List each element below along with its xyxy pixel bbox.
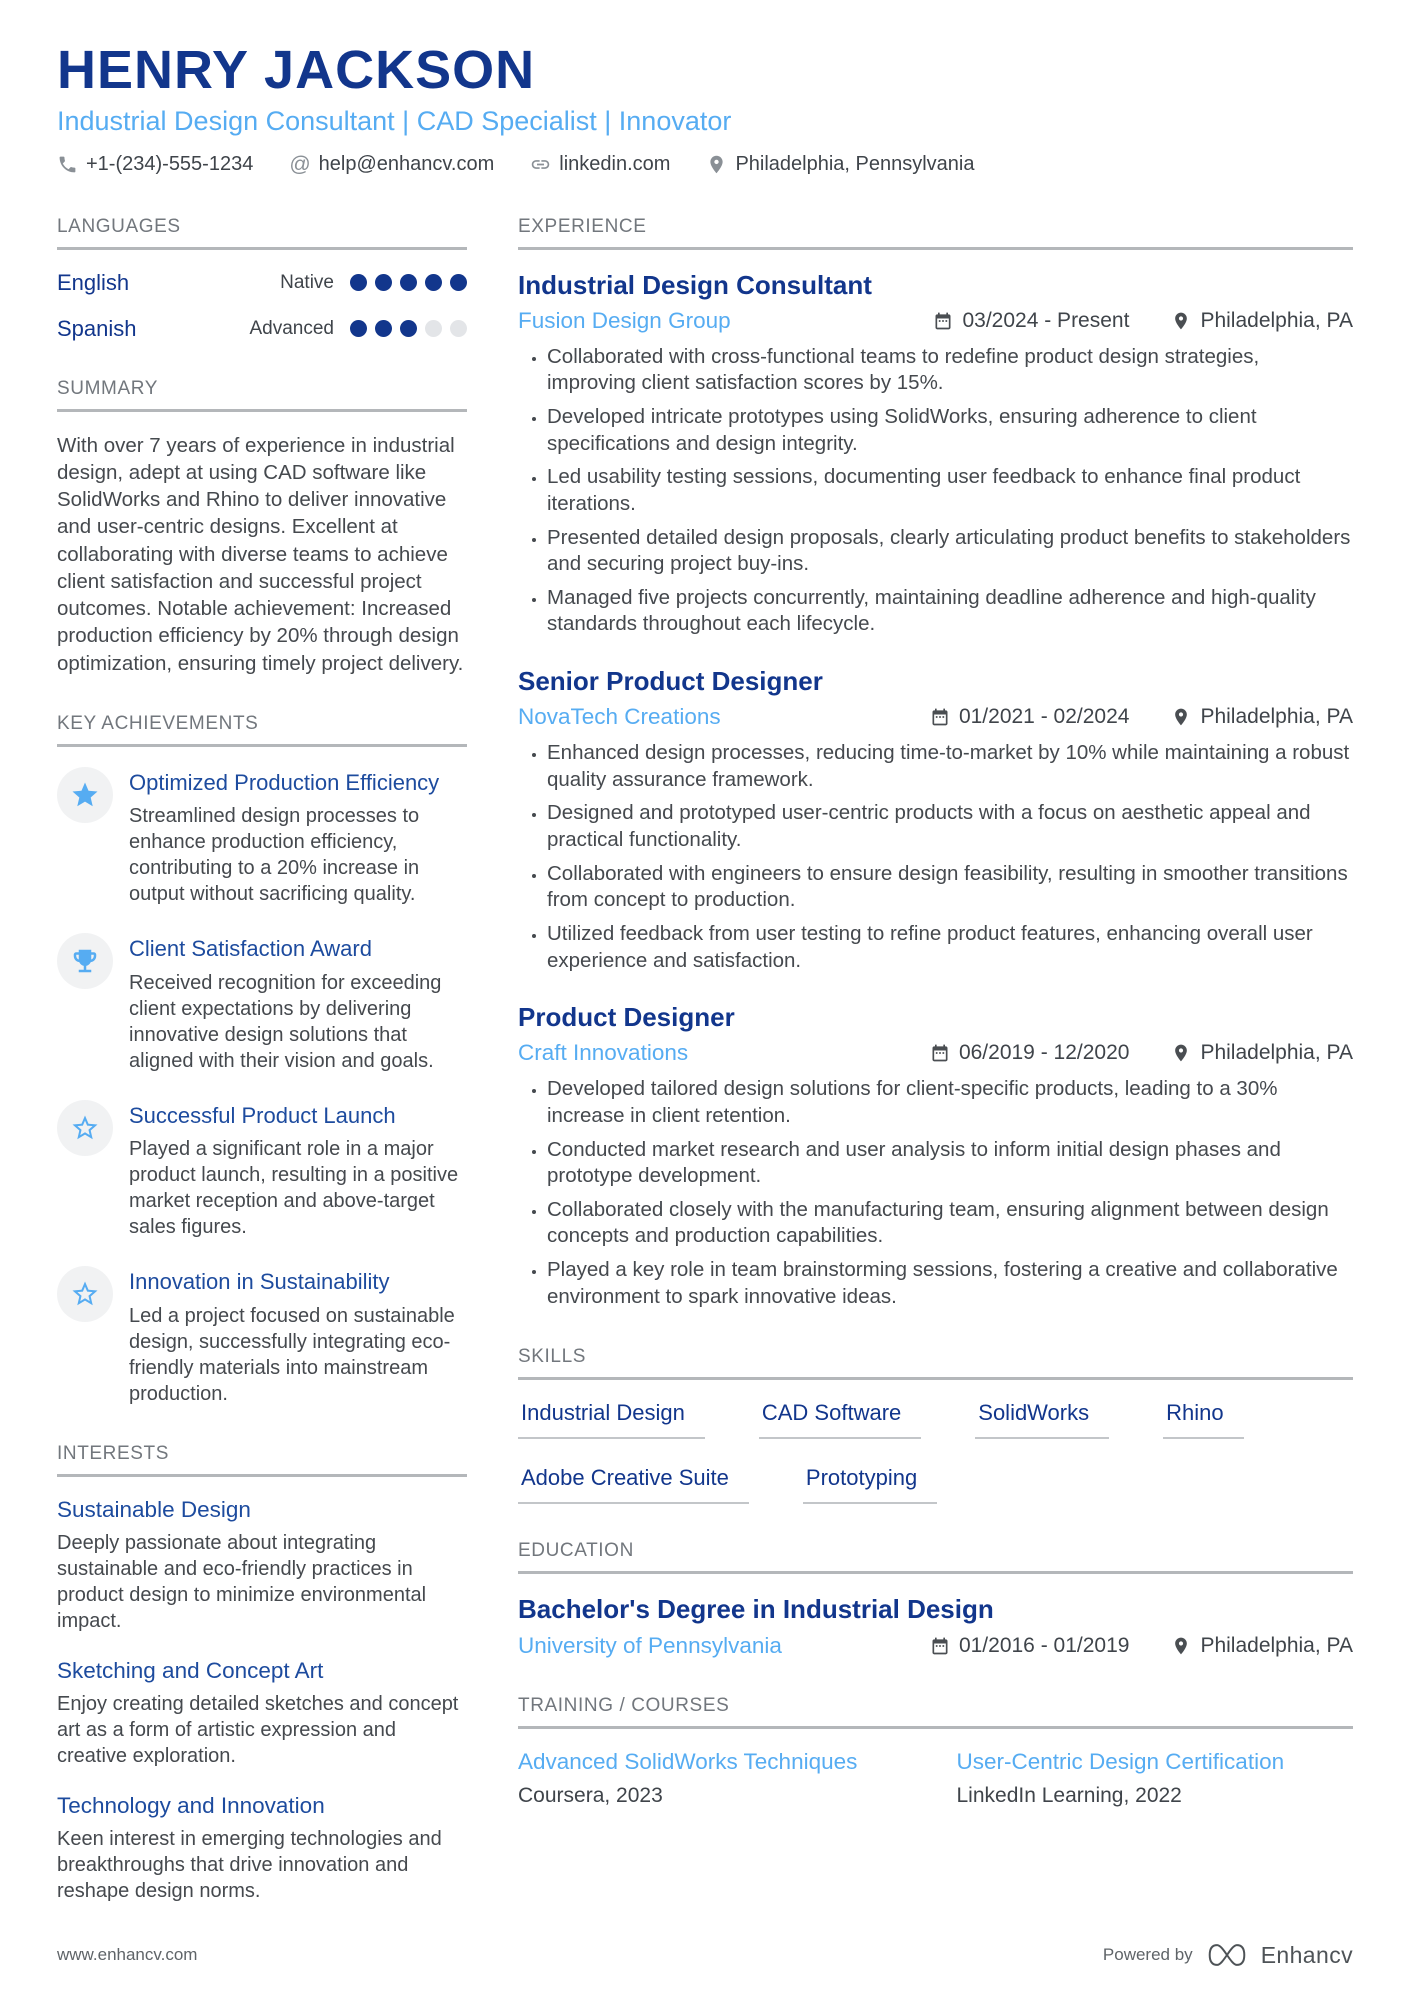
job-dates xyxy=(930,705,1129,729)
contact-email[interactable] xyxy=(289,153,494,176)
location-pin-icon xyxy=(1171,1043,1191,1063)
job-meta-row xyxy=(518,704,1353,730)
job-dates-text: 01/2021 - 02/2024 xyxy=(958,705,1130,729)
achievement-item xyxy=(57,767,467,907)
experience-entry xyxy=(518,270,1353,638)
achievement-item xyxy=(57,1100,467,1240)
languages-section xyxy=(57,216,467,342)
level-dot xyxy=(450,320,467,337)
job-location xyxy=(1171,705,1353,729)
job-company: Craft Innovations xyxy=(518,1040,689,1066)
calendar-icon xyxy=(930,707,950,727)
skill-item: Industrial Design xyxy=(518,1400,705,1439)
right-column xyxy=(518,216,1353,1940)
course-item xyxy=(957,1749,1354,1808)
powered-by-label: Powered by xyxy=(1102,1945,1193,1964)
skills-heading: SKILLS xyxy=(518,1346,1353,1380)
job-company: Fusion Design Group xyxy=(518,307,731,333)
education-location-text: Philadelphia, PA xyxy=(1200,1634,1353,1658)
experience-section xyxy=(518,216,1353,1311)
experience-heading: EXPERIENCE xyxy=(518,216,1353,250)
degree-title: Bachelor's Degree in Industrial Design xyxy=(518,1594,994,1625)
enhancv-wordmark: Enhancv xyxy=(1260,1941,1353,1968)
achievement-text: Received recognition for exceeding client expectations by delivering innovative design solutions that aligned with their vision and goals. xyxy=(129,971,442,1072)
level-dot xyxy=(375,274,392,291)
job-bullets xyxy=(518,344,1353,638)
star-outline-icon xyxy=(70,1279,100,1309)
location-pin-icon xyxy=(1171,707,1191,727)
contact-link[interactable] xyxy=(530,153,670,176)
job-bullet: • Managed five projects concurrently, maintaining deadline adherence and high-quality standards throughout each lifecycle. xyxy=(547,585,1353,638)
job-location xyxy=(1171,1041,1353,1065)
level-dot xyxy=(400,274,417,291)
language-level: Advanced xyxy=(249,317,334,339)
education-heading: EDUCATION xyxy=(518,1540,1353,1574)
level-dot xyxy=(425,320,442,337)
contact-location-text: Philadelphia, Pennsylvania xyxy=(735,152,975,175)
job-bullets xyxy=(518,740,1353,974)
interests-section xyxy=(57,1443,467,1904)
skill-item: CAD Software xyxy=(759,1400,921,1439)
link-icon xyxy=(530,154,551,175)
achievement-text: Led a project focused on sustainable design, successfully integrating eco-friendly materials into mainstream production. xyxy=(129,1304,455,1405)
experience-entry xyxy=(518,1002,1353,1310)
enhancv-logo xyxy=(1206,1941,1248,1969)
contact-phone xyxy=(57,153,253,176)
language-level-dots xyxy=(350,274,467,291)
location-pin-icon xyxy=(1171,311,1191,331)
training-heading: TRAINING / COURSES xyxy=(518,1695,1353,1729)
language-name: English xyxy=(57,269,130,295)
level-dot xyxy=(375,320,392,337)
job-bullet: • Led usability testing sessions, documenting user feedback to enhance final product iterations. xyxy=(547,464,1353,517)
achievement-text: Streamlined design processes to enhance production efficiency, contributing to a 20% increase in output without sacrificing quality. xyxy=(129,805,420,906)
job-bullet: • Collaborated closely with the manufacturing team, ensuring alignment between design concepts and production capabilities. xyxy=(547,1197,1353,1250)
summary-text: With over 7 years of experience in industrial design, adept at using CAD software like SolidWorks and Rhino to deliver innovative and user-centric designs. Excellent at collaborating with diverse teams to achieve client satisfaction and successful project outcomes. Notable achievement: Increased production efficiency by 20% through design optimization, ensuring timely project delivery. xyxy=(57,433,464,675)
interest-text: Enjoy creating detailed sketches and concept art as a form of artistic expression and creative exploration. xyxy=(57,1692,459,1767)
interest-item xyxy=(57,1497,467,1634)
footer-site-url: www.enhancv.com xyxy=(57,1945,198,1964)
skill-item: SolidWorks xyxy=(975,1400,1109,1439)
achievement-icon-circle xyxy=(57,1266,113,1322)
trophy-icon xyxy=(70,946,100,976)
skill-item: Rhino xyxy=(1163,1400,1243,1439)
course-source: LinkedIn Learning, 2022 xyxy=(956,1784,1182,1808)
contact-phone-text: +1-(234)-555-1234 xyxy=(86,152,254,175)
language-level: Native xyxy=(280,271,334,293)
achievement-title: Client Satisfaction Award xyxy=(129,936,372,962)
job-bullet: • Conducted market research and user analysis to inform initial design phases and prototype development. xyxy=(547,1137,1353,1190)
left-column xyxy=(57,216,467,1940)
job-bullet: • Presented detailed design proposals, clearly articulating product benefits to stakeholders and securing project buy-ins. xyxy=(547,525,1353,578)
achievement-title: Optimized Production Efficiency xyxy=(129,769,440,795)
calendar-icon xyxy=(930,1636,950,1656)
interest-title: Technology and Innovation xyxy=(57,1792,325,1818)
course-item xyxy=(518,1749,915,1808)
education-meta-row xyxy=(518,1633,1353,1659)
job-dates xyxy=(933,309,1129,333)
language-row xyxy=(57,270,467,296)
location-pin-icon xyxy=(706,154,727,175)
star-outline-icon xyxy=(70,1113,100,1143)
interest-text: Keen interest in emerging technologies and breakthroughs that drive innovation and reshape design norms. xyxy=(57,1827,442,1902)
achievement-icon-circle xyxy=(57,1100,113,1156)
job-dates-text: 06/2019 - 12/2020 xyxy=(958,1041,1130,1065)
job-location-text: Philadelphia, PA xyxy=(1200,308,1353,332)
calendar-icon xyxy=(933,311,953,331)
language-row xyxy=(57,316,467,342)
experience-entry xyxy=(518,666,1353,974)
job-meta-row xyxy=(518,308,1353,334)
level-dot xyxy=(450,274,467,291)
level-dot xyxy=(350,274,367,291)
achievement-item xyxy=(57,1266,467,1406)
job-bullet: • Utilized feedback from user testing to refine product features, enhancing overall user experience and satisfaction. xyxy=(547,921,1353,974)
skill-item: Prototyping xyxy=(803,1465,937,1504)
footer xyxy=(57,1941,1353,1969)
skill-item: Adobe Creative Suite xyxy=(518,1465,749,1504)
job-title: Product Designer xyxy=(518,1002,735,1033)
summary-heading: SUMMARY xyxy=(57,378,467,412)
course-title: Advanced SolidWorks Techniques xyxy=(518,1749,858,1775)
contact-row xyxy=(57,153,1353,176)
education-dates-text: 01/2016 - 01/2019 xyxy=(958,1634,1130,1658)
job-bullets xyxy=(518,1076,1353,1310)
courses-grid xyxy=(518,1749,1353,1808)
interest-item xyxy=(57,1658,467,1769)
job-location-text: Philadelphia, PA xyxy=(1200,1041,1353,1065)
achievements-section xyxy=(57,713,467,1407)
powered-by xyxy=(1103,1941,1353,1969)
person-title: Industrial Design Consultant | CAD Specialist | Innovator xyxy=(57,105,732,136)
skills-section xyxy=(518,1346,1353,1504)
job-bullet: • Designed and prototyped user-centric products with a focus on aesthetic appeal and practical functionality. xyxy=(547,800,1353,853)
job-location-text: Philadelphia, PA xyxy=(1200,705,1353,729)
location-pin-icon xyxy=(1171,1636,1191,1656)
job-location xyxy=(1171,309,1353,333)
interest-item xyxy=(57,1793,467,1904)
contact-email-text: help@enhancv.com xyxy=(318,152,495,175)
education-location xyxy=(1171,1634,1353,1658)
achievements-heading: KEY ACHIEVEMENTS xyxy=(57,713,467,747)
achievement-icon-circle xyxy=(57,767,113,823)
calendar-icon xyxy=(930,1043,950,1063)
course-title: User-Centric Design Certification xyxy=(956,1749,1285,1775)
interest-title: Sustainable Design xyxy=(57,1496,251,1522)
training-section xyxy=(518,1695,1353,1808)
person-name: HENRY JACKSON xyxy=(57,40,536,100)
summary-section xyxy=(57,378,467,677)
achievement-item xyxy=(57,933,467,1073)
interest-title: Sketching and Concept Art xyxy=(57,1657,324,1683)
languages-heading: LANGUAGES xyxy=(57,216,467,250)
achievement-text: Played a significant role in a major product launch, resulting in a positive market reception and above-target sales figures. xyxy=(129,1138,459,1239)
job-bullet: • Collaborated with cross-functional teams to redefine product design strategies, improving client satisfaction scores by 15%. xyxy=(547,344,1353,397)
course-source: Coursera, 2023 xyxy=(518,1784,663,1808)
level-dot xyxy=(400,320,417,337)
contact-location xyxy=(706,153,974,176)
level-dot xyxy=(350,320,367,337)
education-section xyxy=(518,1540,1353,1659)
level-dot xyxy=(425,274,442,291)
job-dates xyxy=(930,1041,1129,1065)
job-bullet: • Developed tailored design solutions for client-specific products, leading to a 30% increase in client retention. xyxy=(547,1076,1353,1129)
contact-link-text: linkedin.com xyxy=(559,152,671,175)
achievement-title: Innovation in Sustainability xyxy=(129,1269,390,1295)
job-meta-row xyxy=(518,1040,1353,1066)
education-dates xyxy=(930,1634,1129,1658)
achievement-title: Successful Product Launch xyxy=(129,1102,396,1128)
job-bullet: • Enhanced design processes, reducing time-to-market by 10% while maintaining a robust quality assurance framework. xyxy=(547,740,1353,793)
language-level-dots xyxy=(350,320,467,337)
job-dates-text: 03/2024 - Present xyxy=(962,308,1130,332)
achievement-icon-circle xyxy=(57,933,113,989)
job-title: Senior Product Designer xyxy=(518,666,823,697)
phone-icon xyxy=(57,154,78,175)
header xyxy=(57,42,1353,176)
skills-list xyxy=(518,1400,1353,1504)
at-sign-icon: @ xyxy=(289,152,311,176)
language-name: Spanish xyxy=(57,315,137,341)
job-company: NovaTech Creations xyxy=(518,704,721,730)
job-bullet: • Played a key role in team brainstorming sessions, fostering a creative and collaborative environment to spark innovative ideas. xyxy=(547,1257,1353,1310)
job-bullet: • Collaborated with engineers to ensure design feasibility, resulting in smoother transitions from concept to production. xyxy=(547,861,1353,914)
star-filled-icon xyxy=(70,780,100,810)
interests-heading: INTERESTS xyxy=(57,1443,467,1477)
school-name: University of Pennsylvania xyxy=(518,1633,782,1659)
job-title: Industrial Design Consultant xyxy=(518,269,872,300)
interest-text: Deeply passionate about integrating sustainable and eco-friendly practices in product design to minimize environmental impact. xyxy=(57,1531,427,1632)
job-bullet: • Developed intricate prototypes using SolidWorks, ensuring adherence to client specifications and design integrity. xyxy=(547,404,1353,457)
